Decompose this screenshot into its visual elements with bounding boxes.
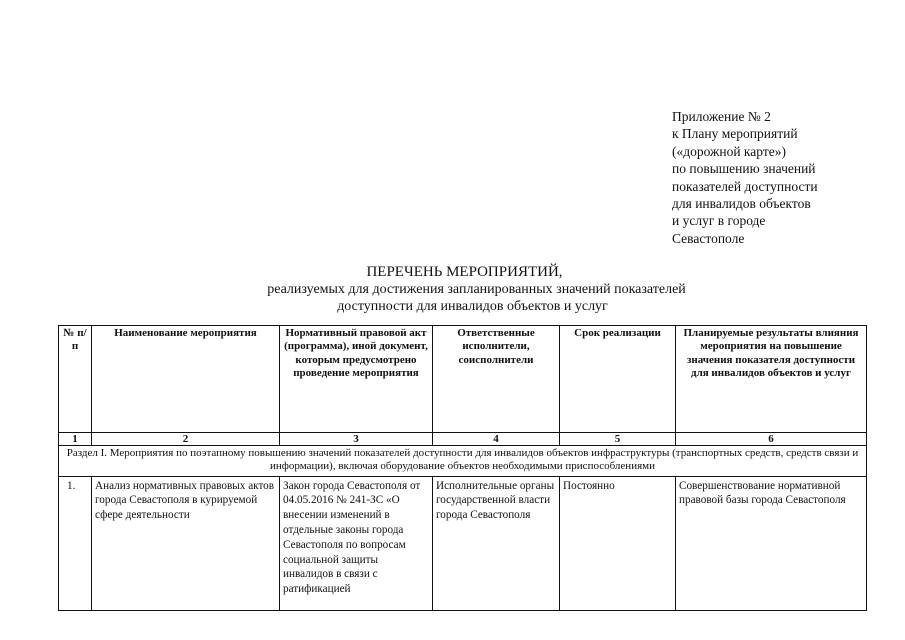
appendix-line: («дорожной карте»): [672, 143, 786, 159]
column-number: 4: [433, 433, 560, 446]
cell-executors: Исполнительные органы государственной власти города Севастополя: [433, 476, 560, 610]
column-number: 1: [59, 433, 92, 446]
appendix-block: [672, 108, 872, 247]
appendix-line: Приложение № 2: [672, 109, 771, 124]
appendix-line: по повышению значений: [672, 161, 816, 177]
column-number: 5: [560, 433, 676, 446]
column-number-row: [59, 433, 867, 446]
appendix-line: к Плану мероприятий: [672, 126, 798, 142]
section-row: [59, 446, 867, 477]
cell-term: Постоянно: [560, 476, 676, 610]
header-term: Срок реализации: [560, 326, 676, 433]
appendix-line: Севастополе: [672, 230, 745, 246]
cell-name: Анализ нормативных правовых актов города Севастополя в курируемой сфере деятельности: [92, 476, 280, 610]
header-result: Планируемые результаты влияния мероприятия на повышение значения показателя доступности для инвалидов объектов и услуг: [676, 326, 867, 433]
header-executors: Ответственные исполнители, соисполнители: [433, 326, 560, 433]
section-title: Раздел I. Мероприятия по поэтапному повышению значений показателей доступности для инвалидов объектов инфраструктуры (транспортных средств, средств связи и информации), включая оборудование объектов необходимыми приспособлениями: [59, 446, 867, 477]
document-title: ПЕРЕЧЕНЬ МЕРОПРИЯТИЙ,: [366, 264, 563, 280]
header-name: Наименование мероприятия: [92, 326, 280, 433]
appendix-line: для инвалидов объектов: [672, 196, 811, 212]
cell-num: 1.: [59, 476, 92, 610]
table-header-row: [59, 326, 867, 433]
column-number: 6: [676, 433, 867, 446]
document-subtitle-2: доступности для инвалидов объектов и услуг: [337, 299, 608, 314]
appendix-line: показателей доступности: [672, 178, 818, 194]
column-number: 3: [280, 433, 433, 446]
header-act: Нормативный правовой акт (программа), иной документ, которым предусмотрено проведение мероприятия: [280, 326, 433, 433]
cell-result: Совершенствование нормативной правовой базы города Севастополя: [676, 476, 867, 610]
appendix-line: и услуг в городе: [672, 213, 766, 229]
document-heading: [0, 264, 905, 315]
measures-table: [58, 325, 867, 611]
column-number: 2: [92, 433, 280, 446]
header-num: № п/п: [59, 326, 92, 433]
table-row: [59, 476, 867, 610]
cell-act: Закон города Севастополя от 04.05.2016 № 241-ЗС «О внесении изменений в отдельные законы города Севастополя по вопросам социальной защиты инвалидов в связи с ратификацией: [280, 476, 433, 610]
document-subtitle: реализуемых для достижения запланированных значений показателей: [267, 282, 686, 297]
